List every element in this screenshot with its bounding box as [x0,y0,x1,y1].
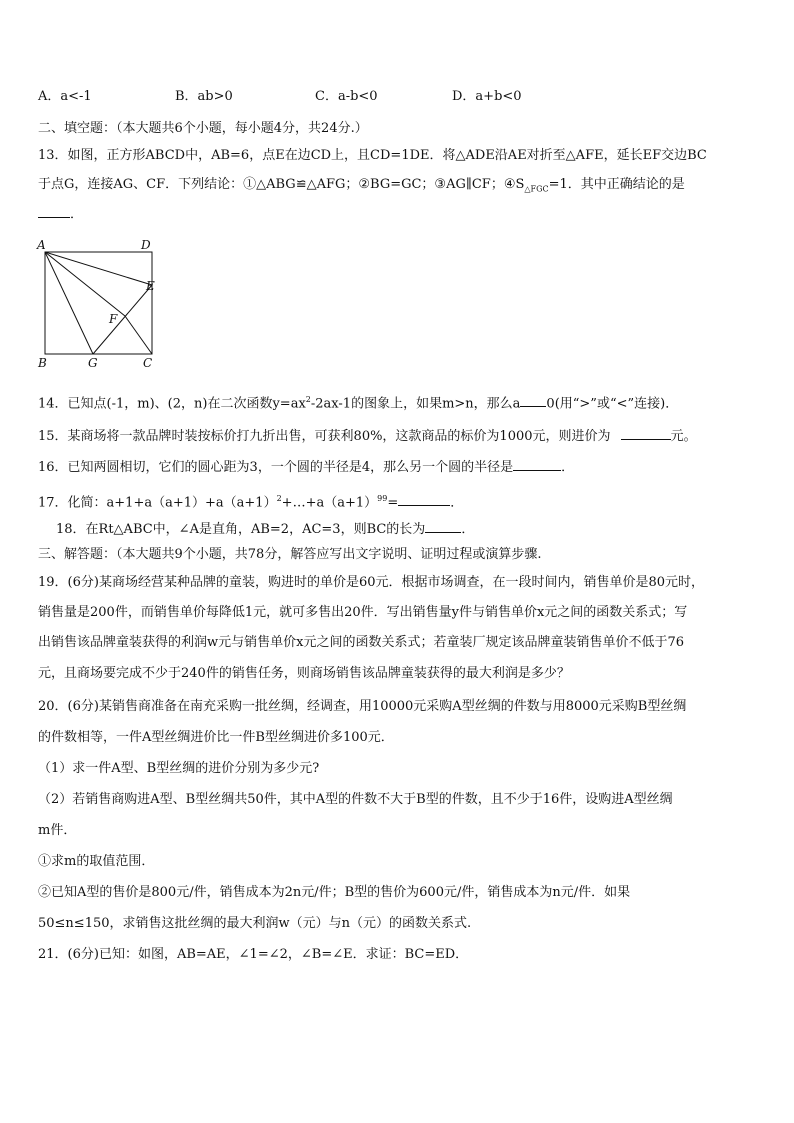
q20-sub-2-cont: 50≤n≤150，求销售这批丝绸的最大利润w（元）与n（元）的函数关系式. [38,916,472,931]
q20-part-1: （1）求一件A型、B型丝绸的进价分别为多少元? [38,761,320,776]
q15-unit: 元。 [670,429,697,444]
segment-eg [93,285,152,354]
q17-end-mark: ． [450,495,464,511]
q14-text-a: 14．已知点(-1，m)、(2，n)在二次函数y=ax [38,396,306,412]
q13-line-1: 13．如图，正方形ABCD中，AB=6，点E在边CD上，且CD=1DE．将△ADE沿AE对折至△AFE，延长EF交边BC [38,148,707,163]
q14-superscript: 2 [305,395,311,404]
q18-end-mark: ． [461,522,475,537]
q16-answer-blank[interactable] [513,469,561,471]
label-e: E [146,279,155,293]
q19-line-3: 出销售该品牌童装获得的利润w元与销售单价x元之间的函数关系式；若童装厂规定该品牌童装销售单价不低于76 [38,635,685,650]
square-abcd [45,252,152,354]
q16-text: 16．已知两圆相切，它们的圆心距为3，一个圆的半径是4，那么另一个圆的半径是 [38,460,514,475]
q20-line-1: 20．(6分)某销售商准备在南充采购一批丝绸，经调查，用10000元采购A型丝绸的件数与用8000元采购B型丝绸 [38,699,687,714]
q19-line-2: 销售量是200件，而销售单价每降低1元，就可多售出20件．写出销售量y件与销售单价x元之间的函数关系式；写 [38,605,688,620]
label-f: F [109,312,118,326]
q13-answer-blank[interactable] [38,216,70,218]
q20-part-2: （2）若销售商购进A型、B型丝绸共50件，其中A型的件数不大于B型的件数，且不少于16件，设购进A型丝绸 [38,792,673,807]
q17-text-b: +…+a（a+1） [281,495,378,511]
q18-text: 18．在Rt△ABC中，∠A是直角，AB=2，AC=3，则BC的长为 [56,522,426,537]
q20-line-2: 的件数相等，一件A型丝绸进价比一件B型丝绸进价多100元． [38,730,394,745]
label-c: C [143,356,153,370]
label-a: A [37,238,46,252]
q13-line-3 [38,206,83,224]
q13-subscript: △FGC [524,184,549,194]
q17-text-c: = [387,495,399,511]
q18-answer-blank[interactable] [425,531,461,533]
option-d: D．a+b<0 [452,89,522,104]
q19-line-1: 19．(6分)某商场经营某种品牌的童装，购进时的单价是60元．根据市场调查，在一段时间内，销售单价是80元时， [38,575,705,590]
q14-answer-blank[interactable] [520,405,546,407]
option-b: B．ab>0 [175,89,233,104]
q14-text-b: -2ax-1的图象上，如果m>n，那么a [310,396,521,412]
q17-superscript-2: 99 [377,494,388,503]
previous-question-options [38,88,758,106]
q17-line [38,490,463,512]
q13-end-mark: ． [70,207,84,222]
q20-sub-1: ①求m的取值范围． [38,854,155,869]
segment-ae [45,252,152,285]
q17-superscript-1: 2 [276,494,282,503]
section-fill-in-heading: 二、填空题：（本大题共6个小题，每小题4分，共24分.） [38,121,368,136]
q16-line [38,459,574,477]
segment-af [45,252,125,316]
q17-text-a: 17．化简：a+1+a（a+1）+a（a+1） [38,495,277,511]
q18-line [56,521,474,539]
q19-line-4: 元，且商场要完成不少于240件的销售任务，则商场销售该品牌童装获得的最大利润是多少？ [38,666,570,681]
label-d: D [141,238,151,252]
q20-part-2-cont: m件． [38,823,77,838]
square-figure [34,236,164,371]
segment-ag [45,252,93,354]
segment-fc [125,316,152,354]
q13-line-2 [38,176,685,199]
section-answer-heading: 三、解答题：（本大题共9个小题，共78分，解答应写出文字说明、证明过程或演算步骤. [38,547,542,562]
q13-line-2-text: 于点G，连接AG、CF．下列结论：①△ABG≌△AFG；②BG=GC；③AG∥CF；④S [38,177,525,192]
q15-line [38,428,697,446]
q15-answer-blank[interactable] [621,438,671,440]
q13-line-2-end: =1．其中正确结论的是 [548,177,685,192]
option-c: C．a-b<0 [315,89,378,104]
q14-line [38,391,678,413]
q16-end-mark: ． [561,460,575,475]
q17-answer-blank[interactable] [398,504,450,506]
q21-line: 21．(6分)已知：如图，AB=AE，∠1=∠2，∠B=∠E．求证：BC=ED． [38,947,469,962]
q14-text-c: 0(用“>”或“<”连接)． [546,396,679,412]
q20-sub-2: ②已知A型的售价是800元/件，销售成本为2n元/件；B型的售价为600元/件，销售成本为n元/件．如果 [38,885,631,900]
label-g: G [88,356,98,370]
label-b: B [38,356,47,370]
q15-text: 15．某商场将一款品牌时装按标价打九折出售，可获利80%，这款商品的标价为1000元，则进价为 [38,429,611,444]
option-a: A．a<-1 [38,89,92,104]
